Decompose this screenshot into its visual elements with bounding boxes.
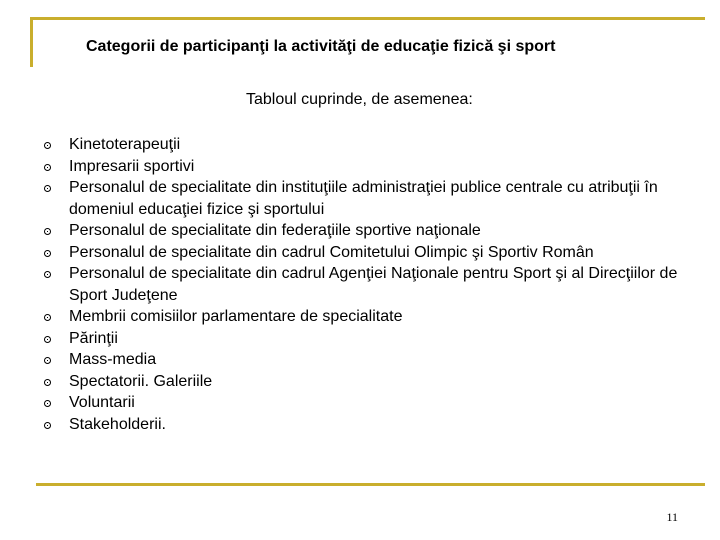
bullet-icon <box>44 142 51 149</box>
list-item <box>44 263 684 306</box>
bullet-icon <box>44 164 51 171</box>
list-item-text: Membrii comisiilor parlamentare de specialitate <box>69 308 403 325</box>
list-item <box>44 392 684 414</box>
page-number: 11 <box>666 510 678 524</box>
list-item <box>44 156 684 178</box>
list-item <box>44 134 684 156</box>
list-item <box>44 306 684 328</box>
bullet-icon <box>44 400 51 407</box>
list-item-text: Personalul de specialitate din cadrul Comitetului Olimpic şi Sportiv Român <box>69 243 594 261</box>
list-item-text: Impresarii sportivi <box>69 157 195 175</box>
list-item <box>44 177 684 220</box>
bullet-icon <box>44 336 51 343</box>
bullet-icon <box>44 185 51 192</box>
bottom-border-line <box>36 483 705 486</box>
list-item <box>44 414 684 436</box>
list-item-text: Mass-media <box>69 351 157 368</box>
left-border-line <box>30 17 33 67</box>
list-item <box>44 371 684 393</box>
bullet-icon <box>44 379 51 386</box>
list-item-text: Spectatorii. Galeriile <box>69 372 213 390</box>
list-item-text: Voluntarii <box>69 394 135 411</box>
list-item <box>44 328 684 350</box>
list-item <box>44 349 684 371</box>
list-item <box>44 242 684 264</box>
list-item-text: Personalul de specialitate din instituţiile administraţiei publice centrale cu atribuţii în domeniul educaţiei fizice şi sportului <box>69 179 658 218</box>
bullet-icon <box>44 271 51 278</box>
bullet-icon <box>44 357 51 364</box>
list-item-text: Personalul de specialitate din federaţiile sportive naţionale <box>69 222 481 239</box>
bullet-icon <box>44 228 51 235</box>
bullet-icon <box>44 314 51 321</box>
list-item-text: Părinţii <box>69 329 118 347</box>
bullet-icon <box>44 250 51 257</box>
bullet-icon <box>44 422 51 429</box>
list-item <box>44 220 684 242</box>
list-item-text: Personalul de specialitate din cadrul Agenţiei Naţionale pentru Sport şi al Direcţiilor de Sport Judeţene <box>69 265 678 304</box>
top-border-line <box>30 17 705 20</box>
slide-title: Categorii de participanţi la activităţi de educaţie fizică şi sport <box>86 38 556 55</box>
bullet-list <box>44 134 684 435</box>
list-item-text: Kinetoterapeuţii <box>69 136 181 153</box>
list-item-text: Stakeholderii. <box>69 415 166 433</box>
slide-subtitle: Tabloul cuprinde, de asemenea: <box>246 91 473 108</box>
